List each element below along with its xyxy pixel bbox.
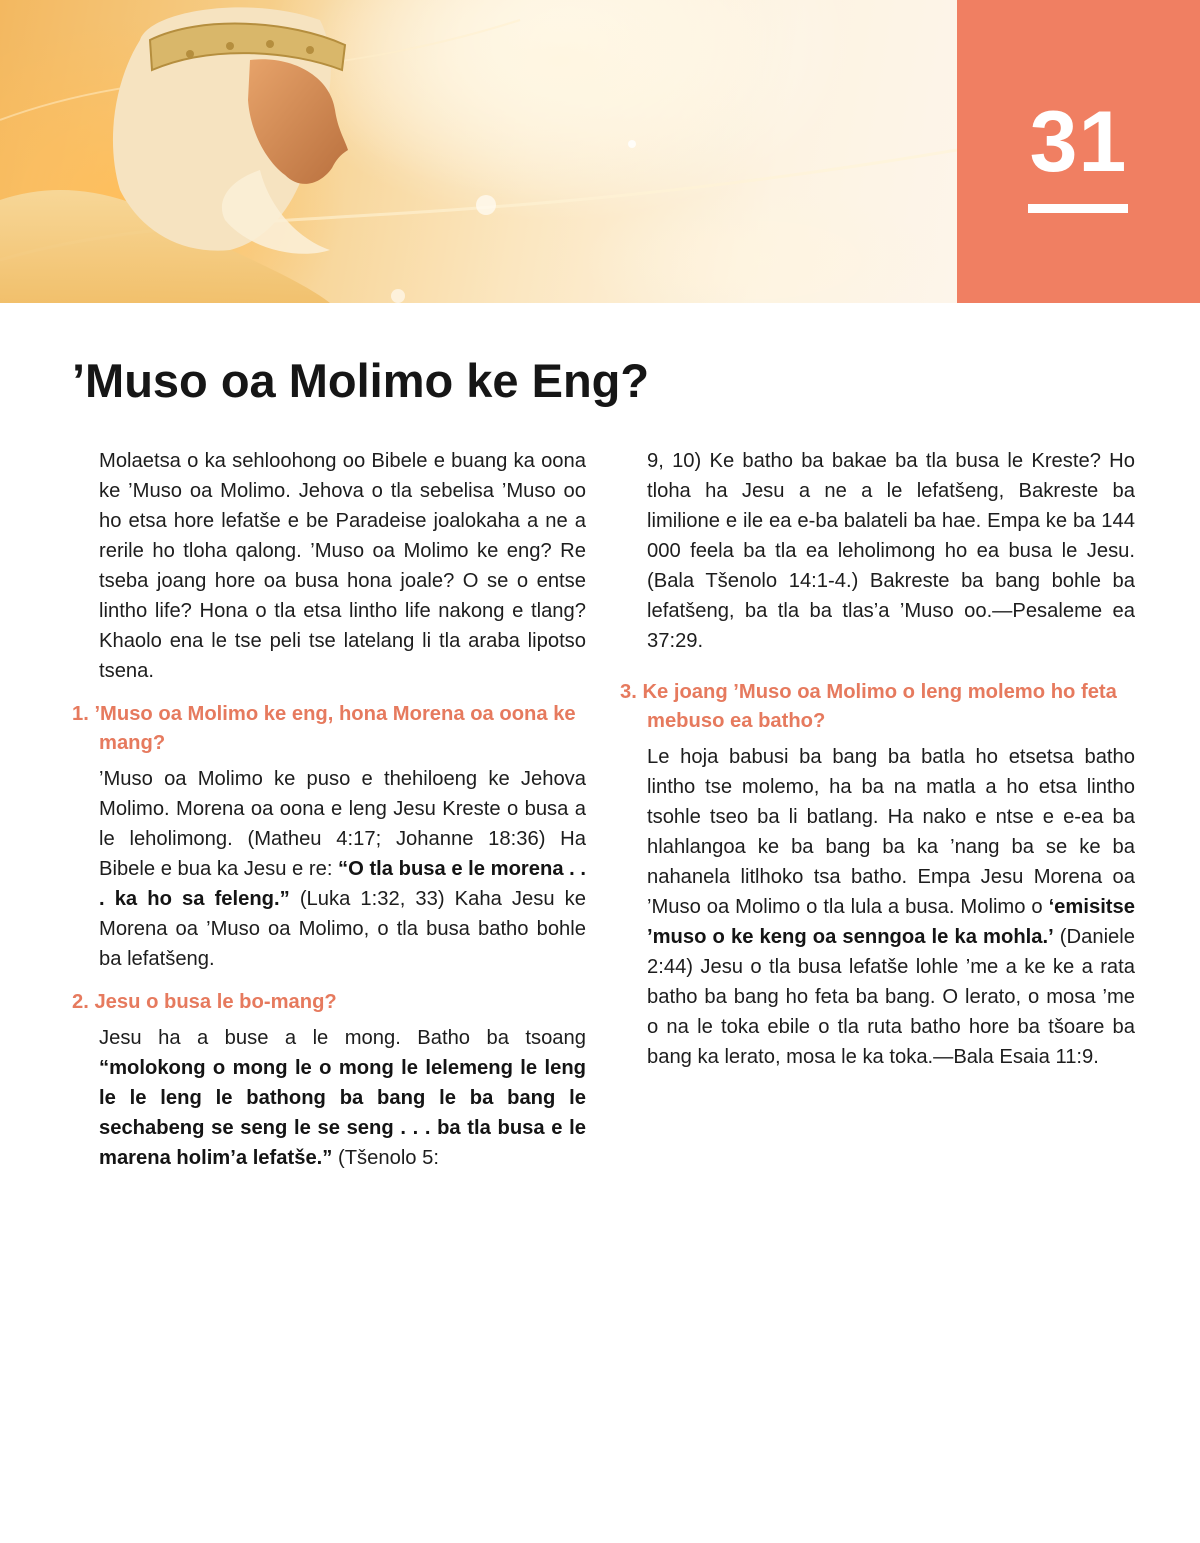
hero-image (0, 0, 957, 303)
left-column (72, 446, 586, 1173)
section-2-body (99, 1023, 586, 1173)
section-2-heading: 2. Jesu o busa le bo-mang? (72, 991, 337, 1013)
section-2-text-a: Jesu ha a buse a le mong. Batho ba tsoang (99, 1027, 586, 1049)
section-3-body (647, 742, 1135, 1072)
section-3-quote: ‘emisitse ’muso o ke keng oa senngoa le ka mohla.’ (647, 896, 1135, 948)
section-1-text-b: (Luka 1:32, 33) Kaha Jesu ke Morena oa ’Muso oa Molimo, o tla busa batho bohle ba lefatšeng. (99, 888, 586, 970)
chapter-number: 31 (1029, 94, 1128, 190)
chapter-badge (957, 0, 1200, 303)
chapter-underline (1028, 204, 1128, 213)
right-column (620, 446, 1135, 1072)
section-2-text-b: (Tšenolo 5: (332, 1147, 439, 1169)
section-2-quote: “molokong o mong le o mong le lelemeng le leng le le leng le bathong ba bang le ba bang le sechabeng se seng le se seng . . . ba tla busa e le marena holim’a lefatše.” (99, 1057, 586, 1169)
section-3-text-b: (Daniele 2:44) Jesu o tla busa lefatše lohle ’me a ke ke a rata batho ba bang ho feta ba bang. O lerato, o mosa ’me o na le toka ebile o tla ruta batho hore ba tšoare ba bang ka lerato, mosa le ka toka.—Bala Esaia 11:9. (647, 926, 1135, 1068)
section-3-text-a: Le hoja babusi ba bang ba batla ho etsetsa batho lintho tse molemo, ha ba na matla a ho etsa lintho tsohle tseo ba li batlang. Ha nako e ntse e e-ea ba hlahlangoa ke ba bang ba ka ’nang ba se ke ba nahanela litlhoko tsa batho. Empa Jesu Morena oa ’Muso oa Molimo o tla lula a busa. Molimo o (647, 746, 1135, 918)
section-1-quote: “O tla busa e le morena . . . ka ho sa feleng.” (99, 858, 586, 910)
page-title: ’Muso oa Molimo ke Eng? (72, 354, 650, 407)
section-1-text-a: ’Muso oa Molimo ke puso e thehiloeng ke Jehova Molimo. Morena oa oona e leng Jesu Kreste o busa a le leholimong. (Matheu 4:17; Johanne 18:36) Ha Bibele e bua ka Jesu e re: (99, 768, 586, 880)
king-illustration (0, 0, 957, 303)
intro-paragraph: Molaetsa o ka sehloohong oo Bibele e buang ka oona ke ’Muso oa Molimo. Jehova o tla sebelisa ’Muso oo ho etsa hore lefatše e be Paradeise joalokaha a ne a rerile ho tloha qalong. ’Muso oa Molimo ke eng? Re tseba joang hore oa busa hona joale? O se o entse lintho life? Hona o tla etsa lintho life nakong e tlang? Khaolo ena le tse peli tse latelang li tla araba lipotso tsena. (99, 450, 586, 682)
section-1-body (99, 764, 586, 974)
section-2-continuation: 9, 10) Ke batho ba bakae ba tla busa le Kreste? Ho tloha ha Jesu a ne a le lefatšeng, Bakreste ba limilione e ile ea e-ba balateli ba hae. Empa ke ba 144 000 feela ba tla ea leholimong ho ea busa le Jesu. (Bala Tšenolo 14:1-4.) Bakreste ba bang bohle ba lefatšeng, ba tla ba tlas’a ’Muso oo.—Pesaleme ea 37:29. (647, 450, 1135, 652)
section-3-heading: 3. Ke joang ’Muso oa Molimo o leng molemo ho feta mebuso ea batho? (620, 681, 1117, 732)
section-1-heading: 1. ’Muso oa Molimo ke eng, hona Morena oa oona ke mang? (72, 703, 576, 754)
